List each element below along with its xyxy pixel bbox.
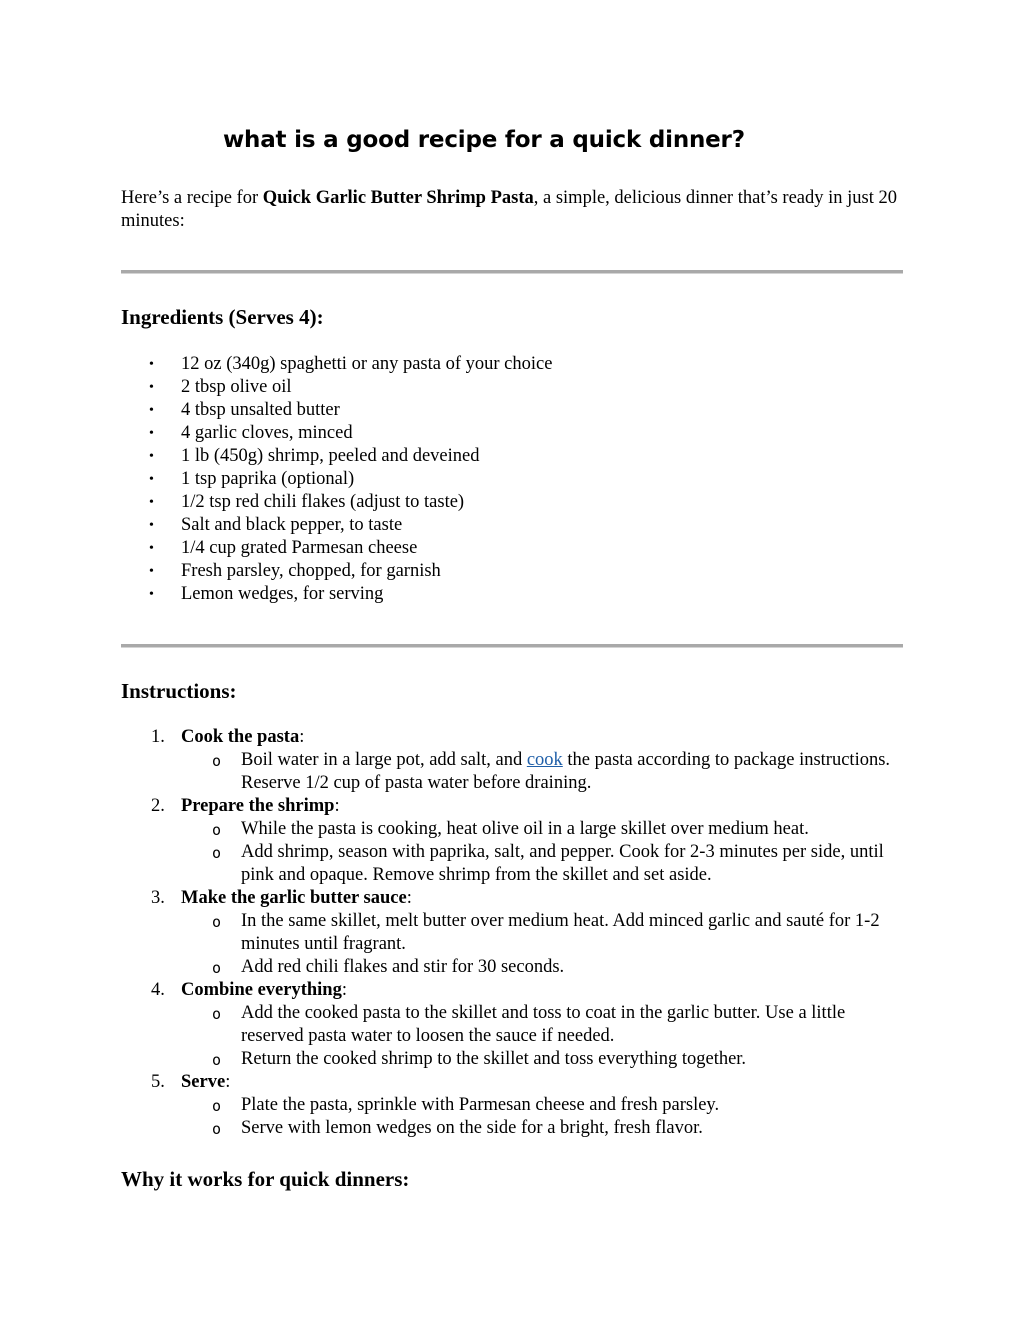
- step-heading: [181, 1071, 911, 1094]
- substep-text: In the same skillet, melt butter over medium heat. Add minced garlic and sauté for 1-2 minutes until fragrant.: [241, 911, 880, 954]
- list-item: [121, 353, 552, 376]
- step-colon: :: [225, 1072, 231, 1092]
- list-item: [121, 537, 552, 560]
- circle-bullet-icon: o: [212, 1051, 222, 1069]
- list-item: [121, 445, 552, 468]
- substep-item: [181, 1048, 911, 1071]
- circle-bullet-icon: o: [212, 844, 222, 862]
- intro-suffix: , a simple, delicious dinner that’s ready in just 20 minutes:: [121, 188, 898, 231]
- instruction-step: [121, 726, 911, 795]
- intro-prefix: Here’s a recipe for: [121, 188, 263, 208]
- ingredient-text: 12 oz (340g) spaghetti or any pasta of your choice: [181, 354, 553, 374]
- substep-text: the pasta according to package instructions. Reserve 1/2 cup of pasta water before draining.: [241, 750, 891, 793]
- bullet-icon: •: [149, 587, 154, 602]
- circle-bullet-icon: o: [212, 821, 222, 839]
- ingredients-list: [121, 353, 552, 606]
- substep-text: Add shrimp, season with paprika, salt, and pepper. Cook for 2-3 minutes per side, until pink and opaque. Remove shrimp from the skillet and set aside.: [241, 842, 884, 885]
- substep-text: Boil water in a large pot, add salt, and: [241, 750, 527, 770]
- bullet-icon: •: [149, 541, 154, 556]
- step-heading: [181, 795, 911, 818]
- bullet-icon: •: [149, 426, 154, 441]
- substep-text: While the pasta is cooking, heat olive oil in a large skillet over medium heat.: [241, 819, 809, 839]
- step-number: 2.: [151, 796, 165, 816]
- bullet-icon: •: [149, 495, 154, 510]
- step-title: Prepare the shrimp: [181, 796, 335, 816]
- ingredient-text: Fresh parsley, chopped, for garnish: [181, 561, 441, 581]
- substep-list: [181, 749, 911, 795]
- substep-item: [181, 1117, 911, 1140]
- step-colon: :: [406, 888, 412, 908]
- instruction-step: [121, 979, 911, 1071]
- step-colon: :: [299, 727, 305, 747]
- dish-name: Quick Garlic Butter Shrimp Pasta: [262, 188, 534, 208]
- substep-item: [181, 910, 911, 956]
- horizontal-divider: [121, 270, 903, 274]
- ingredients-heading: Ingredients (Serves 4):: [121, 305, 324, 329]
- bullet-icon: •: [149, 403, 154, 418]
- instruction-step: [121, 887, 911, 979]
- list-item: [121, 399, 552, 422]
- step-title: Serve: [181, 1072, 226, 1092]
- bullet-icon: •: [149, 564, 154, 579]
- list-item: [121, 514, 552, 537]
- substep-item: [181, 956, 911, 979]
- circle-bullet-icon: o: [212, 1097, 222, 1115]
- step-heading: [181, 887, 911, 910]
- substep-text: Plate the pasta, sprinkle with Parmesan cheese and fresh parsley.: [241, 1095, 720, 1115]
- substep-text: Return the cooked shrimp to the skillet and toss everything together.: [241, 1049, 747, 1069]
- instruction-step: [121, 1071, 911, 1140]
- ingredient-text: Lemon wedges, for serving: [181, 584, 384, 604]
- why-heading: Why it works for quick dinners:: [121, 1167, 410, 1191]
- step-colon: :: [341, 980, 347, 1000]
- instructions-heading: Instructions:: [121, 679, 237, 703]
- ingredient-text: 1/4 cup grated Parmesan cheese: [181, 538, 418, 558]
- horizontal-divider: [121, 644, 903, 648]
- instruction-step: [121, 795, 911, 887]
- list-item: [121, 583, 552, 606]
- circle-bullet-icon: o: [212, 1120, 222, 1138]
- ingredient-text: 1 lb (450g) shrimp, peeled and deveined: [181, 446, 480, 466]
- substep-item: [181, 818, 911, 841]
- ingredient-text: 4 tbsp unsalted butter: [181, 400, 340, 420]
- step-number: 3.: [151, 888, 165, 908]
- bullet-icon: •: [149, 472, 154, 487]
- substep-list: [181, 1094, 911, 1140]
- circle-bullet-icon: o: [212, 1005, 222, 1023]
- substep-text: Add red chili flakes and stir for 30 seconds.: [241, 957, 565, 977]
- list-item: [121, 468, 552, 491]
- bullet-icon: •: [149, 518, 154, 533]
- bullet-icon: •: [149, 449, 154, 464]
- ingredient-text: 4 garlic cloves, minced: [181, 423, 353, 443]
- substep-list: [181, 1002, 911, 1071]
- step-number: 1.: [151, 727, 165, 747]
- substep-list: [181, 818, 911, 887]
- bullet-icon: •: [149, 380, 154, 395]
- ingredient-text: 1/2 tsp red chili flakes (adjust to taste): [181, 492, 465, 512]
- list-item: [121, 560, 552, 583]
- substep-item: [181, 749, 911, 795]
- ingredient-text: Salt and black pepper, to taste: [181, 515, 403, 535]
- step-number: 4.: [151, 980, 165, 1000]
- ingredient-text: 1 tsp paprika (optional): [181, 469, 355, 489]
- step-title: Cook the pasta: [181, 727, 300, 747]
- substep-text: Add the cooked pasta to the skillet and toss to coat in the garlic butter. Use a little reserved pasta water to loosen the sauce if needed.: [241, 1003, 846, 1046]
- substep-item: [181, 841, 911, 887]
- list-item: [121, 422, 552, 445]
- circle-bullet-icon: o: [212, 913, 222, 931]
- circle-bullet-icon: o: [212, 959, 222, 977]
- circle-bullet-icon: o: [212, 752, 222, 770]
- step-heading: [181, 979, 911, 1002]
- substep-list: [181, 910, 911, 979]
- list-item: [121, 376, 552, 399]
- substep-item: [181, 1094, 911, 1117]
- ingredient-text: 2 tbsp olive oil: [181, 377, 292, 397]
- step-heading: [181, 726, 911, 749]
- step-colon: :: [334, 796, 340, 816]
- cook-link[interactable]: cook: [526, 750, 563, 770]
- page-title: what is a good recipe for a quick dinner?: [223, 127, 745, 153]
- bullet-icon: •: [149, 357, 154, 372]
- intro-paragraph: [121, 187, 911, 233]
- step-title: Combine everything: [181, 980, 342, 1000]
- instructions-list: [121, 726, 911, 1140]
- step-title: Make the garlic butter sauce: [181, 888, 407, 908]
- step-number: 5.: [151, 1072, 165, 1092]
- substep-text: Serve with lemon wedges on the side for a bright, fresh flavor.: [241, 1118, 703, 1138]
- substep-item: [181, 1002, 911, 1048]
- list-item: [121, 491, 552, 514]
